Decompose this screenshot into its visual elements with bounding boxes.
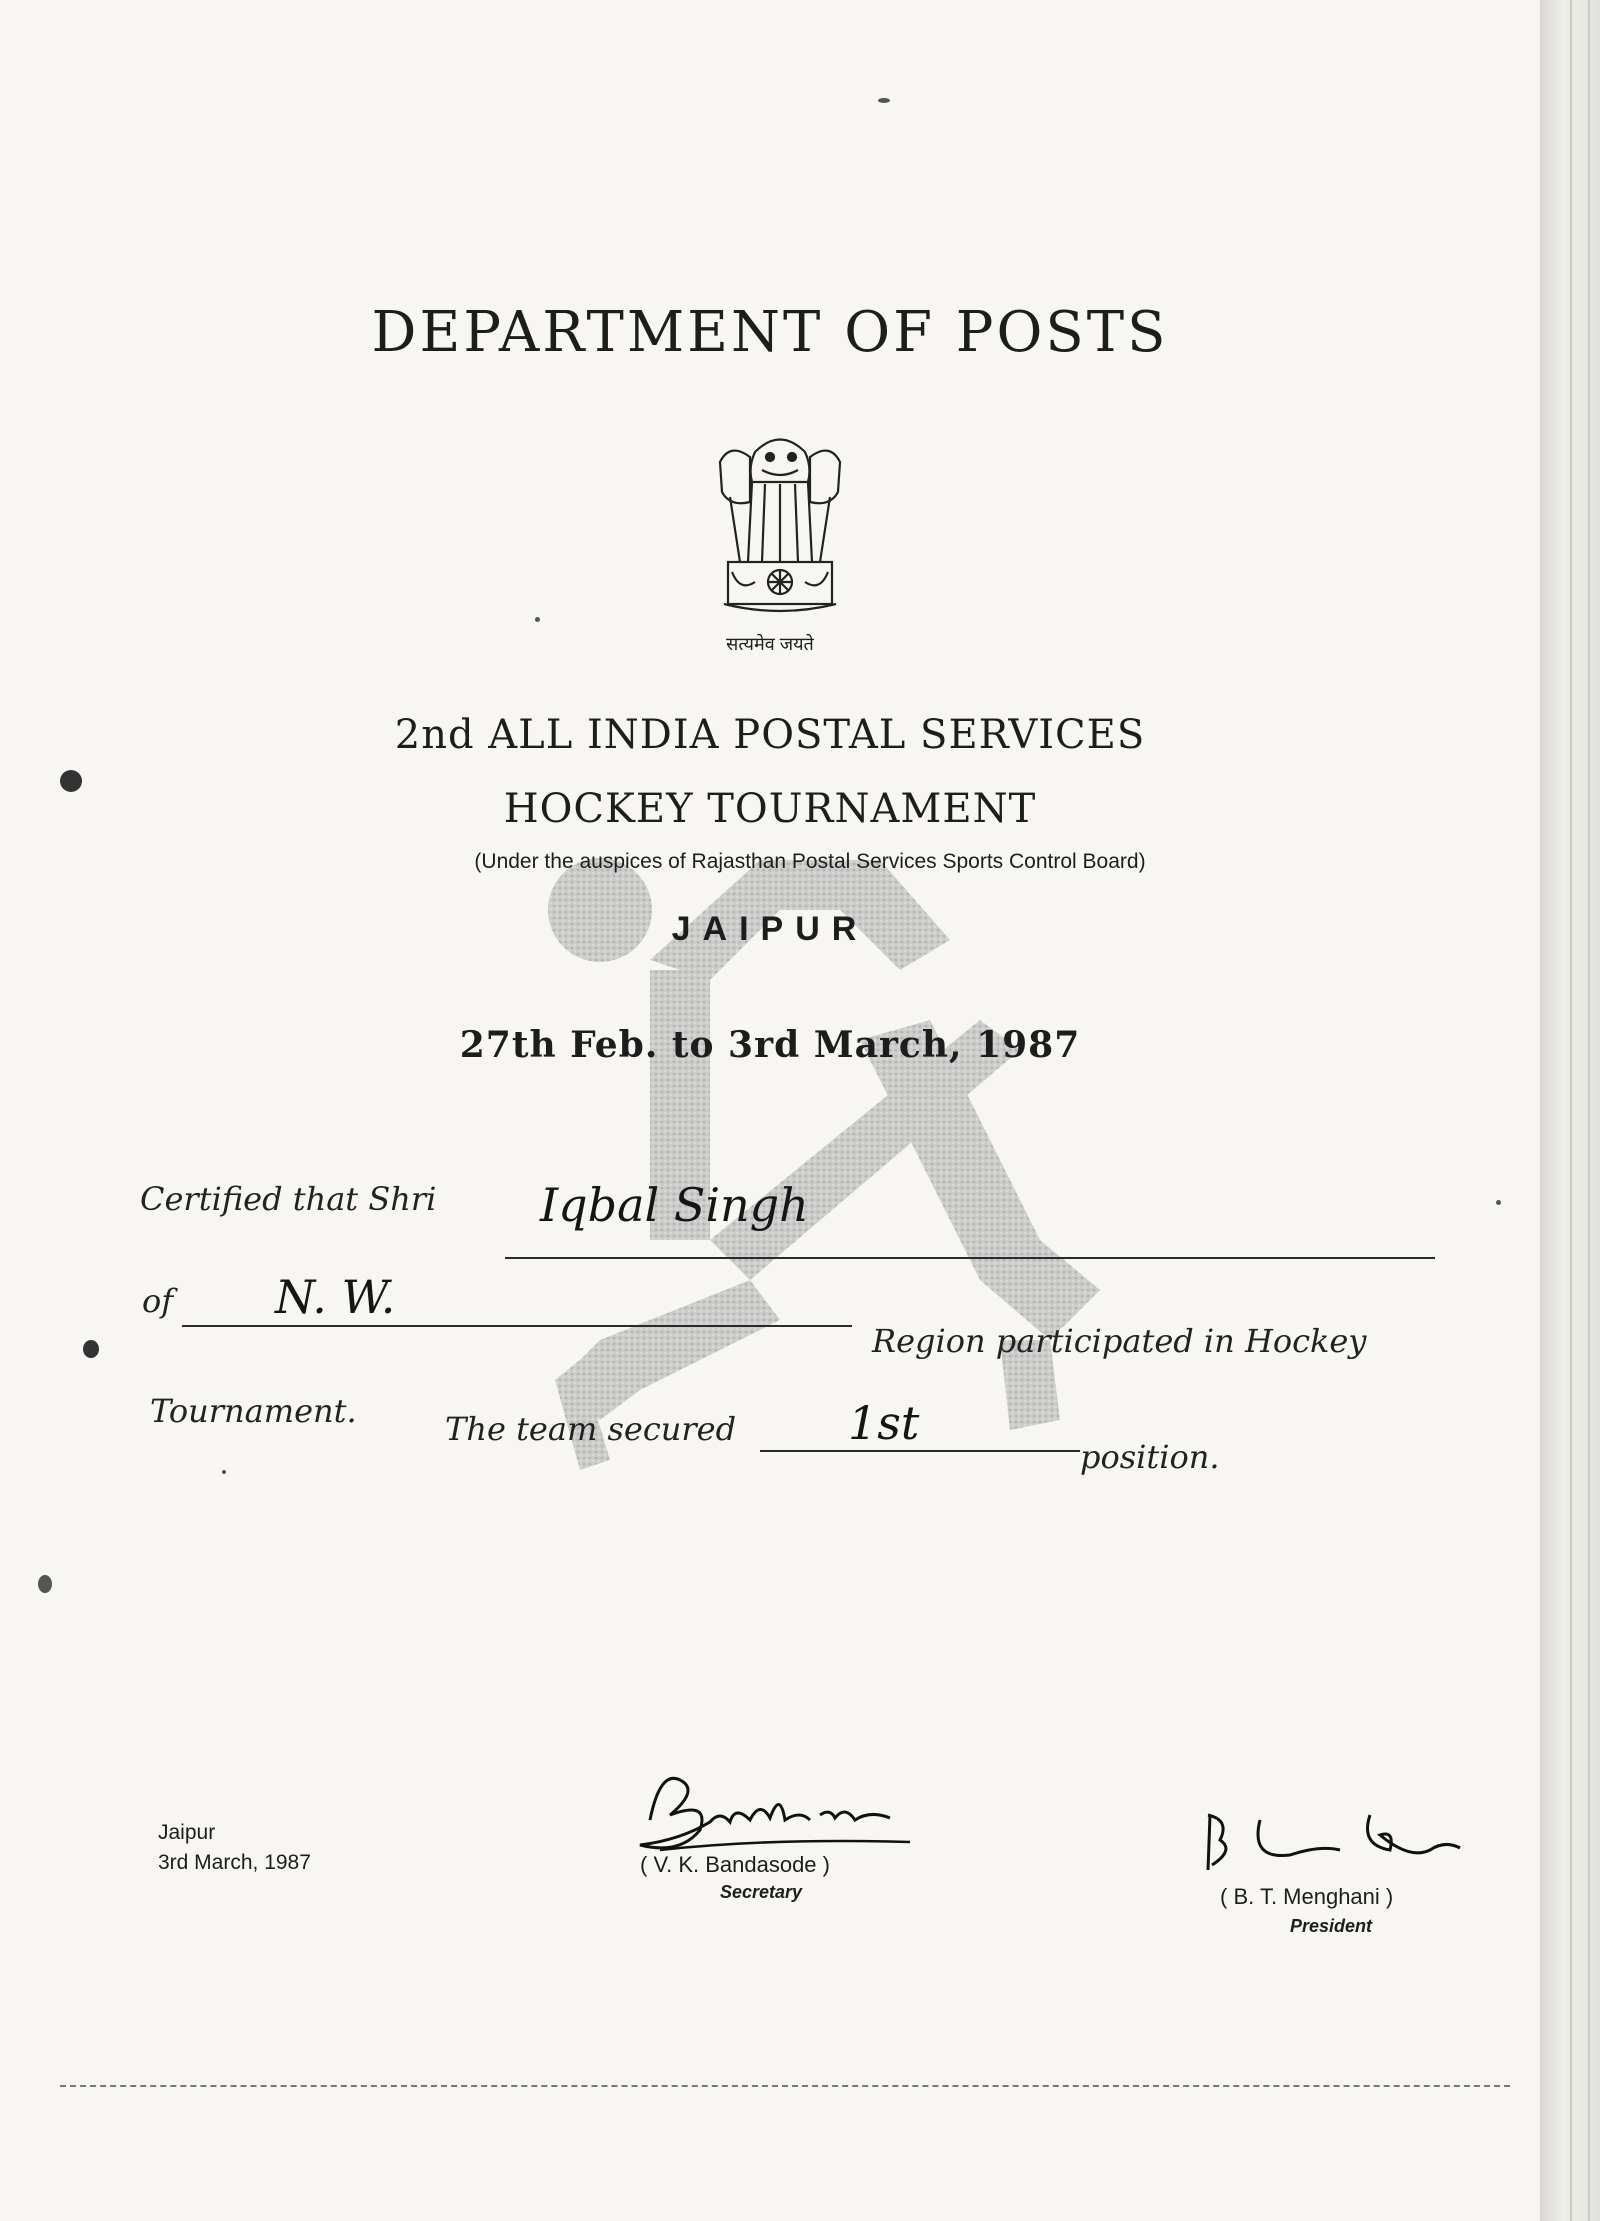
president-signature xyxy=(1190,1800,1470,1880)
scan-speck xyxy=(878,98,890,103)
page-edge-line xyxy=(1570,0,1572,2221)
page-edge-line xyxy=(1588,0,1590,2221)
scan-speck xyxy=(1496,1200,1501,1205)
tournament-dates: 27th Feb. to 3rd March, 1987 xyxy=(459,1024,1081,1066)
emblem-motto: सत्यमेव जयते xyxy=(726,634,814,654)
auspices-note: (Under the auspices of Rajasthan Postal Services Sports Control Board) xyxy=(474,850,1146,873)
issue-place: Jaipur xyxy=(158,1821,216,1844)
tournament-title-line2: HOCKEY TOURNAMENT xyxy=(503,786,1037,832)
punch-mark xyxy=(60,770,82,792)
scan-speck xyxy=(222,1470,226,1474)
position-line xyxy=(760,1450,1080,1452)
scan-edge-line xyxy=(60,2085,1510,2087)
president-title: President xyxy=(1290,1916,1373,1936)
region-value: N. W. xyxy=(275,1270,396,1324)
name-line xyxy=(505,1257,1435,1259)
tournament-label: Tournament. xyxy=(150,1392,357,1430)
punch-mark xyxy=(83,1340,99,1358)
national-emblem xyxy=(700,422,860,662)
tournament-title-line1: 2nd ALL INDIA POSTAL SERVICES xyxy=(394,712,1146,758)
venue-city: JAIPUR xyxy=(671,910,869,948)
team-secured-label: The team secured xyxy=(445,1410,737,1448)
region-participated-text: Region participated in Hockey xyxy=(872,1322,1367,1360)
secretary-title: Secretary xyxy=(720,1882,803,1902)
of-label: of xyxy=(142,1282,174,1320)
certified-that-label: Certified that Shri xyxy=(140,1180,437,1218)
recipient-name: Iqbal Singh xyxy=(540,1178,809,1232)
position-label: position. xyxy=(1080,1438,1220,1476)
punch-mark xyxy=(38,1575,52,1593)
scan-speck xyxy=(535,617,540,622)
secretary-name: ( V. K. Bandasode ) xyxy=(640,1852,830,1877)
department-heading: DEPARTMENT OF POSTS xyxy=(371,300,1169,365)
region-line xyxy=(182,1325,852,1327)
president-name: ( B. T. Menghani ) xyxy=(1220,1884,1394,1909)
position-value: 1st xyxy=(848,1396,920,1450)
issue-date: 3rd March, 1987 xyxy=(158,1851,311,1874)
